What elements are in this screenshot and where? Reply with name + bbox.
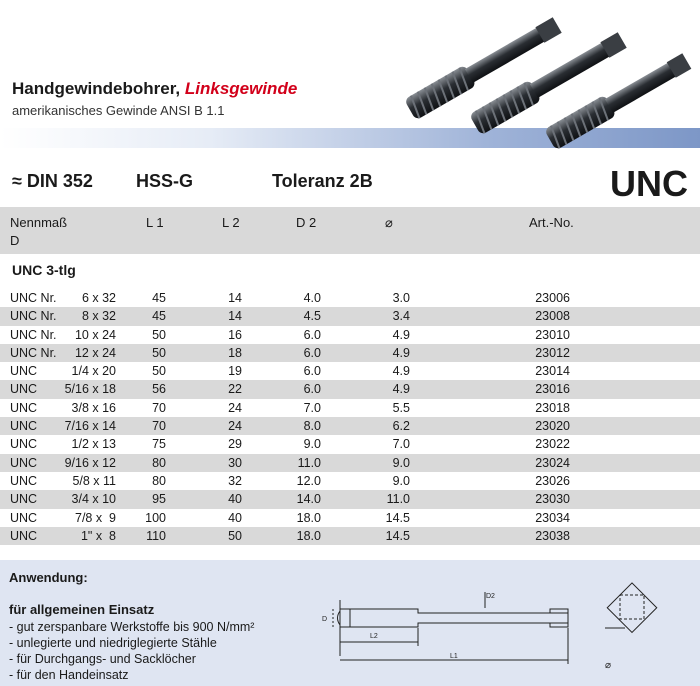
- cell-art-no: 23014: [535, 364, 570, 379]
- cell-square: 9.0: [392, 473, 410, 488]
- cell-designation: UNC: [10, 510, 38, 525]
- cell-designation: UNC: [10, 473, 38, 488]
- table-row: [0, 472, 700, 490]
- cell-size: 1" x 8: [80, 528, 116, 543]
- cell-art-no: 23022: [535, 437, 570, 452]
- cell-d2: 12.0: [296, 473, 321, 488]
- cell-l1: 50: [152, 364, 166, 379]
- cell-designation: UNC: [10, 382, 38, 397]
- page-title: [12, 79, 297, 99]
- cell-l2: 19: [228, 364, 242, 379]
- cell-size: 10 x 24: [74, 327, 116, 342]
- cell-size: 1/4 x 20: [71, 364, 116, 379]
- usage-item: - unlegierte und niedriglegierte Stähle: [9, 636, 217, 650]
- cell-designation: UNC Nr.: [10, 309, 57, 324]
- cell-art-no: 23026: [535, 473, 570, 488]
- cell-art-no: 23038: [535, 528, 570, 543]
- cell-size: 5/8 x 11: [72, 473, 116, 488]
- table-row: [0, 362, 700, 380]
- col-square-icon: ⌀: [385, 215, 393, 230]
- cell-l1: 45: [152, 309, 166, 324]
- cell-l2: 24: [228, 400, 242, 415]
- cell-size: 1/2 x 13: [71, 437, 116, 452]
- cell-square: 5.5: [392, 400, 410, 415]
- drawing-label-d2: D2: [486, 593, 495, 600]
- table-header: [0, 207, 700, 254]
- cell-designation: UNC: [10, 400, 38, 415]
- cell-designation: UNC: [10, 364, 38, 379]
- cell-l2: 18: [228, 345, 242, 360]
- cell-art-no: 23016: [535, 382, 570, 397]
- tolerance-class: Toleranz 2B: [272, 171, 373, 191]
- usage-panel: [0, 560, 700, 686]
- cell-d2: 18.0: [296, 528, 321, 543]
- cell-art-no: 23020: [535, 419, 570, 434]
- cell-designation: UNC Nr.: [10, 345, 57, 360]
- section-title: UNC 3-tlg: [12, 262, 76, 278]
- table-row: [0, 344, 700, 362]
- col-art-no: Art.-No.: [529, 215, 574, 230]
- page-subtitle: amerikanisches Gewinde ANSI B 1.1: [12, 103, 225, 118]
- cell-l2: 40: [228, 492, 242, 507]
- square-drive-detail: [605, 583, 657, 671]
- cell-size: 7/16 x 14: [64, 419, 116, 434]
- cell-square: 4.9: [392, 382, 410, 397]
- cell-size: 12 x 24: [74, 345, 116, 360]
- drawing-square-icon: ⌀: [605, 660, 612, 671]
- usage-item: - für den Handeinsatz: [9, 668, 129, 682]
- cell-art-no: 23034: [535, 510, 570, 525]
- cell-square: 11.0: [386, 492, 410, 507]
- col-nominal-sub: D: [10, 233, 20, 248]
- cell-size: 3/8 x 16: [71, 400, 116, 415]
- cell-size: 9/16 x 12: [64, 455, 116, 470]
- cell-art-no: 23024: [535, 455, 570, 470]
- drawing-label-l1: L1: [450, 653, 458, 660]
- table-row: [0, 289, 700, 307]
- cell-designation: UNC: [10, 528, 38, 543]
- table-row: [0, 380, 700, 398]
- usage-item: - gut zerspanbare Werkstoffe bis 900 N/mm²: [9, 620, 255, 634]
- cell-l1: 95: [152, 492, 166, 507]
- tap-technical-drawing: [300, 580, 695, 684]
- cell-d2: 9.0: [303, 437, 321, 452]
- cell-l1: 50: [152, 345, 166, 360]
- table-row: [0, 435, 700, 453]
- cell-designation: UNC: [10, 492, 38, 507]
- col-nominal: Nennmaß: [10, 215, 68, 230]
- title-main: Handgewindebohrer,: [12, 79, 181, 98]
- drawing-label-l2: L2: [370, 633, 378, 640]
- taps-product-image: [390, 0, 700, 150]
- cell-l1: 110: [146, 528, 166, 543]
- cell-l2: 29: [228, 437, 242, 452]
- cell-square: 4.9: [392, 345, 410, 360]
- cell-l2: 50: [228, 528, 242, 543]
- cell-designation: UNC: [10, 455, 38, 470]
- cell-art-no: 23006: [535, 291, 570, 305]
- cell-designation: UNC Nr.: [10, 291, 57, 305]
- cell-d2: 6.0: [303, 327, 321, 342]
- cell-art-no: 23030: [535, 492, 570, 507]
- tap-1: [404, 15, 563, 121]
- cell-l2: 22: [228, 382, 242, 397]
- cell-l1: 45: [152, 291, 166, 305]
- spec-bar: [0, 163, 700, 205]
- material-grade: HSS-G: [136, 171, 194, 191]
- cell-size: 5/16 x 18: [64, 382, 116, 397]
- cell-square: 14.5: [385, 510, 410, 525]
- cell-l1: 80: [152, 473, 166, 488]
- table-body: [0, 289, 700, 545]
- table-row: [0, 307, 700, 325]
- cell-d2: 8.0: [303, 419, 321, 434]
- usage-title: Anwendung:: [9, 570, 88, 585]
- cell-art-no: 23012: [535, 345, 570, 360]
- cell-art-no: 23018: [535, 400, 570, 415]
- cell-d2: 7.0: [303, 400, 321, 415]
- usage-list: [9, 619, 254, 683]
- cell-l1: 100: [145, 510, 166, 525]
- cell-size: 7/8 x 9: [75, 510, 116, 525]
- cell-designation: UNC: [10, 437, 38, 452]
- cell-square: 7.0: [392, 437, 410, 452]
- table-row: [0, 454, 700, 472]
- cell-l2: 40: [228, 510, 242, 525]
- cell-square: 6.2: [392, 419, 410, 434]
- din-standard: ≈ DIN 352: [12, 171, 93, 191]
- usage-subtitle: für allgemeinen Einsatz: [9, 602, 155, 617]
- cell-designation: UNC Nr.: [10, 327, 57, 342]
- cell-square: 4.9: [392, 327, 410, 342]
- cell-l2: 14: [228, 291, 242, 305]
- cell-size: 6 x 32: [81, 291, 116, 305]
- cell-l2: 24: [228, 419, 242, 434]
- cell-l1: 50: [152, 327, 166, 342]
- cell-square: 14.5: [385, 528, 410, 543]
- cell-square: 3.4: [392, 309, 410, 324]
- cell-d2: 18.0: [296, 510, 321, 525]
- drawing-label-d: D: [322, 616, 328, 623]
- table-row: [0, 490, 700, 508]
- usage-item: - für Durchgangs- und Sacklöcher: [9, 652, 196, 666]
- cell-square: 9.0: [392, 455, 410, 470]
- cell-square: 4.9: [392, 364, 410, 379]
- cell-l2: 32: [228, 473, 242, 488]
- cell-l2: 14: [228, 309, 242, 324]
- cell-l1: 70: [152, 419, 166, 434]
- table-row: [0, 326, 700, 344]
- cell-l1: 75: [152, 437, 166, 452]
- col-l2: L 2: [222, 215, 240, 230]
- cell-art-no: 23010: [535, 327, 570, 342]
- cell-l2: 16: [228, 327, 242, 342]
- col-l1: L 1: [146, 215, 164, 230]
- table-row: [0, 527, 700, 545]
- header: [0, 0, 700, 150]
- cell-l2: 30: [228, 455, 242, 470]
- col-d2: D 2: [296, 215, 317, 230]
- cell-l1: 80: [152, 455, 166, 470]
- cell-d2: 14.0: [296, 492, 321, 507]
- cell-d2: 4.5: [303, 309, 321, 324]
- cell-designation: UNC: [10, 419, 38, 434]
- cell-d2: 6.0: [303, 364, 321, 379]
- title-highlight: Linksgewinde: [184, 79, 298, 98]
- table-row: [0, 399, 700, 417]
- cell-d2: 11.0: [297, 455, 321, 470]
- cell-size: 8 x 32: [81, 309, 116, 324]
- cell-d2: 4.0: [303, 291, 321, 305]
- cell-d2: 6.0: [303, 345, 321, 360]
- thread-standard-badge: UNC: [610, 163, 688, 204]
- cell-l1: 56: [152, 382, 166, 397]
- cell-l1: 70: [152, 400, 166, 415]
- cell-art-no: 23008: [535, 309, 570, 324]
- cell-square: 3.0: [392, 291, 410, 305]
- table-row: [0, 509, 700, 527]
- cell-d2: 6.0: [303, 382, 321, 397]
- cell-size: 3/4 x 10: [71, 492, 116, 507]
- table-row: [0, 417, 700, 435]
